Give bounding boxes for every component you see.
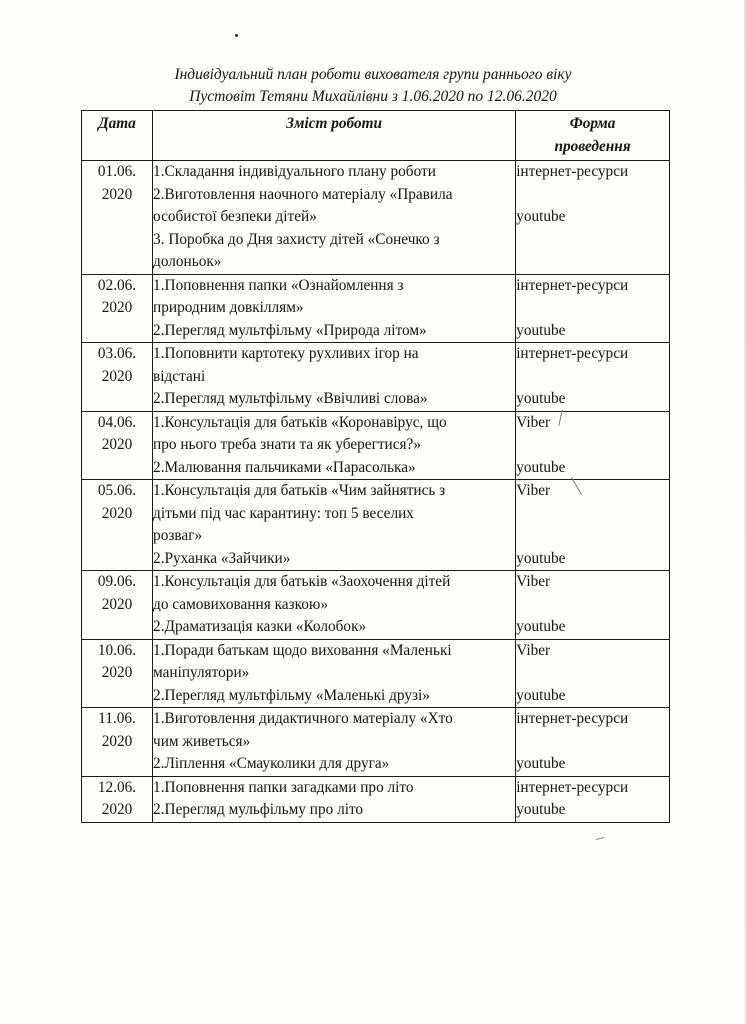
task-line: 1.Консультація для батьків «Заохочення дітей xyxy=(153,573,451,590)
task-line: долоньок» xyxy=(153,253,222,270)
form-line: youtube xyxy=(516,755,566,772)
task-line: 1.Виготовлення дидактичного матеріалу «Хто xyxy=(153,710,453,727)
table-row xyxy=(82,776,670,822)
date-cell xyxy=(82,343,153,412)
table-row xyxy=(82,639,670,708)
form-spacer xyxy=(516,434,669,457)
task-item xyxy=(153,343,515,388)
task-item xyxy=(153,548,515,571)
date-year: 2020 xyxy=(101,595,133,613)
date-cell xyxy=(82,708,153,777)
form-line: інтернет-ресурси xyxy=(516,163,629,180)
form-cell xyxy=(516,274,670,343)
form-value xyxy=(516,457,669,480)
form-value xyxy=(516,616,669,639)
table-row xyxy=(82,274,670,343)
content-cell xyxy=(153,639,516,708)
date-year: 2020 xyxy=(101,436,133,453)
table-row xyxy=(82,571,670,640)
form-spacer xyxy=(516,229,669,252)
table-row xyxy=(82,708,670,777)
task-line: 2.Виготовлення наочного матеріалу «Правила xyxy=(153,185,453,203)
task-line: відстані xyxy=(153,367,206,385)
document-title xyxy=(0,64,746,108)
task-item xyxy=(153,571,515,616)
task-item xyxy=(153,753,515,776)
content-cell xyxy=(153,480,516,571)
content-cell xyxy=(153,776,516,822)
task-item xyxy=(153,640,515,685)
form-line: Viber xyxy=(516,482,551,499)
task-line: 1.Складання індивідуального плану роботи xyxy=(153,163,436,180)
date-year: 2020 xyxy=(101,299,133,316)
title-line-2: Пустовіт Тетяни Михайлівни з 1.06.2020 по 12.06.2020 xyxy=(189,88,557,105)
date-cell xyxy=(82,161,153,275)
header-date: Дата xyxy=(82,111,153,161)
task-line: 2.Руханка «Зайчики» xyxy=(153,549,291,567)
task-line: особистої безпеки дітей» xyxy=(153,208,317,225)
task-item xyxy=(153,685,515,708)
form-cell xyxy=(516,161,670,275)
form-value xyxy=(516,685,669,708)
task-item xyxy=(153,480,515,548)
task-item xyxy=(153,799,515,822)
form-line: інтернет-ресурси xyxy=(516,778,629,796)
task-item xyxy=(153,320,515,343)
task-item xyxy=(153,616,515,639)
task-line: чим живеться» xyxy=(153,732,251,750)
form-line: youtube xyxy=(516,208,566,225)
form-spacer xyxy=(516,503,669,526)
form-value xyxy=(516,640,669,685)
task-item xyxy=(153,275,515,320)
form-value xyxy=(516,343,669,388)
form-line: youtube xyxy=(516,458,566,476)
form-value xyxy=(516,708,669,753)
form-spacer xyxy=(516,297,669,320)
form-value xyxy=(516,206,669,251)
date-day-month: 09.06. xyxy=(97,573,137,590)
form-line: youtube xyxy=(516,549,566,567)
date-year: 2020 xyxy=(101,185,133,203)
form-cell xyxy=(516,776,670,822)
date-day-month: 05.06. xyxy=(97,482,137,499)
task-line: до самовиховання казкою» xyxy=(153,595,328,613)
task-item xyxy=(153,412,515,457)
date-cell xyxy=(82,480,153,571)
date-day-month: 10.06. xyxy=(97,641,137,659)
date-year: 2020 xyxy=(101,367,133,385)
form-cell xyxy=(516,639,670,708)
date-day-month: 03.06. xyxy=(97,345,137,362)
header-form-line-2: проведення xyxy=(554,137,631,155)
table-row xyxy=(82,411,670,480)
content-cell xyxy=(153,161,516,275)
form-line: інтернет-ресурси xyxy=(516,710,629,727)
task-item xyxy=(153,229,515,274)
content-cell xyxy=(153,571,516,640)
task-line: дітьми під час карантину: топ 5 веселих xyxy=(153,504,414,522)
form-value xyxy=(516,753,669,776)
form-cell xyxy=(516,411,670,480)
task-item xyxy=(153,184,515,229)
task-line: про нього треба знати та як уберегтися?» xyxy=(153,436,421,453)
task-item xyxy=(153,708,515,753)
content-cell xyxy=(153,343,516,412)
table-row xyxy=(82,161,670,275)
scan-speck xyxy=(235,34,238,37)
task-line: 2.Перегляд мультфільму «Ввічливі слова» xyxy=(153,390,428,407)
header-form-line-1: Форма xyxy=(569,115,616,132)
form-spacer xyxy=(516,525,669,548)
date-year: 2020 xyxy=(101,664,133,681)
form-cell xyxy=(516,343,670,412)
task-line: 1.Поповнити картотеку рухливих ігор на xyxy=(153,345,419,362)
content-cell xyxy=(153,411,516,480)
task-line: 1.Поради батькам щодо виховання «Маленькі xyxy=(153,641,452,659)
task-item xyxy=(153,388,515,411)
form-value xyxy=(516,777,669,800)
form-cell xyxy=(516,480,670,571)
content-cell xyxy=(153,274,516,343)
form-line: youtube xyxy=(516,618,566,635)
form-line: Viber xyxy=(516,573,551,590)
header-form xyxy=(516,111,670,161)
task-line: 2.Драматизація казки «Колобок» xyxy=(153,618,367,635)
task-line: 3. Поробка до Дня захисту дітей «Сонечко з xyxy=(153,230,440,248)
form-line: youtube xyxy=(516,801,566,818)
task-line: 1.Консультація для батьків «Чим зайнятись з xyxy=(153,482,446,499)
form-value xyxy=(516,480,669,548)
task-line: розваг» xyxy=(153,527,203,544)
content-cell xyxy=(153,708,516,777)
task-line: 2.Перегляд мультфільму «Маленькі друзі» xyxy=(153,686,430,704)
pen-mark xyxy=(596,837,604,840)
table-row xyxy=(82,343,670,412)
date-cell xyxy=(82,776,153,822)
date-year: 2020 xyxy=(101,732,133,750)
form-line: youtube xyxy=(516,390,566,407)
task-item xyxy=(153,777,515,800)
form-line: інтернет-ресурси xyxy=(516,345,629,362)
task-line: 1.Консультація для батьків «Коронавірус, що xyxy=(153,413,447,431)
form-value xyxy=(516,799,669,822)
title-line-1: Індивідуальний план роботи вихователя групи раннього віку xyxy=(174,66,572,83)
form-spacer xyxy=(516,731,669,754)
task-line: 1.Поповнення папки «Ознайомлення з xyxy=(153,276,404,294)
task-item xyxy=(153,457,515,480)
form-line: youtube xyxy=(516,686,566,704)
form-cell xyxy=(516,571,670,640)
form-value xyxy=(516,161,669,206)
date-cell xyxy=(82,274,153,343)
form-value xyxy=(516,412,669,457)
form-line: інтернет-ресурси xyxy=(516,276,629,294)
form-line: Viber xyxy=(516,413,551,431)
form-line: Viber xyxy=(516,641,551,659)
task-line: 2.Малювання пальчиками «Парасолька» xyxy=(153,458,416,476)
task-line: 2.Перегляд мультфільму «Природа літом» xyxy=(153,321,427,339)
form-value xyxy=(516,320,669,343)
task-line: 2.Ліплення «Смауколики для друга» xyxy=(153,755,390,772)
date-year: 2020 xyxy=(101,504,133,522)
date-year: 2020 xyxy=(101,801,133,818)
date-day-month: 02.06. xyxy=(97,276,137,294)
date-cell xyxy=(82,639,153,708)
form-value xyxy=(516,388,669,411)
form-spacer xyxy=(516,594,669,617)
task-line: природним довкіллям» xyxy=(153,299,304,316)
date-cell xyxy=(82,571,153,640)
form-spacer xyxy=(516,662,669,685)
work-plan-table xyxy=(81,110,670,823)
form-value xyxy=(516,571,669,616)
date-day-month: 01.06. xyxy=(97,163,137,180)
form-value xyxy=(516,275,669,320)
task-line: маніпулятори» xyxy=(153,664,250,681)
task-item xyxy=(153,161,515,184)
date-day-month: 12.06. xyxy=(97,778,137,796)
table-header-row xyxy=(82,111,670,161)
form-line: youtube xyxy=(516,321,566,339)
table-body xyxy=(82,161,670,823)
form-spacer xyxy=(516,184,669,207)
task-line: 1.Поповнення папки загадками про літо xyxy=(153,778,414,796)
task-line: 2.Перегляд мульфільму про літо xyxy=(153,801,364,818)
date-day-month: 04.06. xyxy=(97,413,137,431)
date-day-month: 11.06. xyxy=(98,710,136,727)
date-cell xyxy=(82,411,153,480)
header-content: Зміст роботи xyxy=(153,111,516,161)
form-value xyxy=(516,548,669,571)
form-spacer xyxy=(516,366,669,389)
form-cell xyxy=(516,708,670,777)
